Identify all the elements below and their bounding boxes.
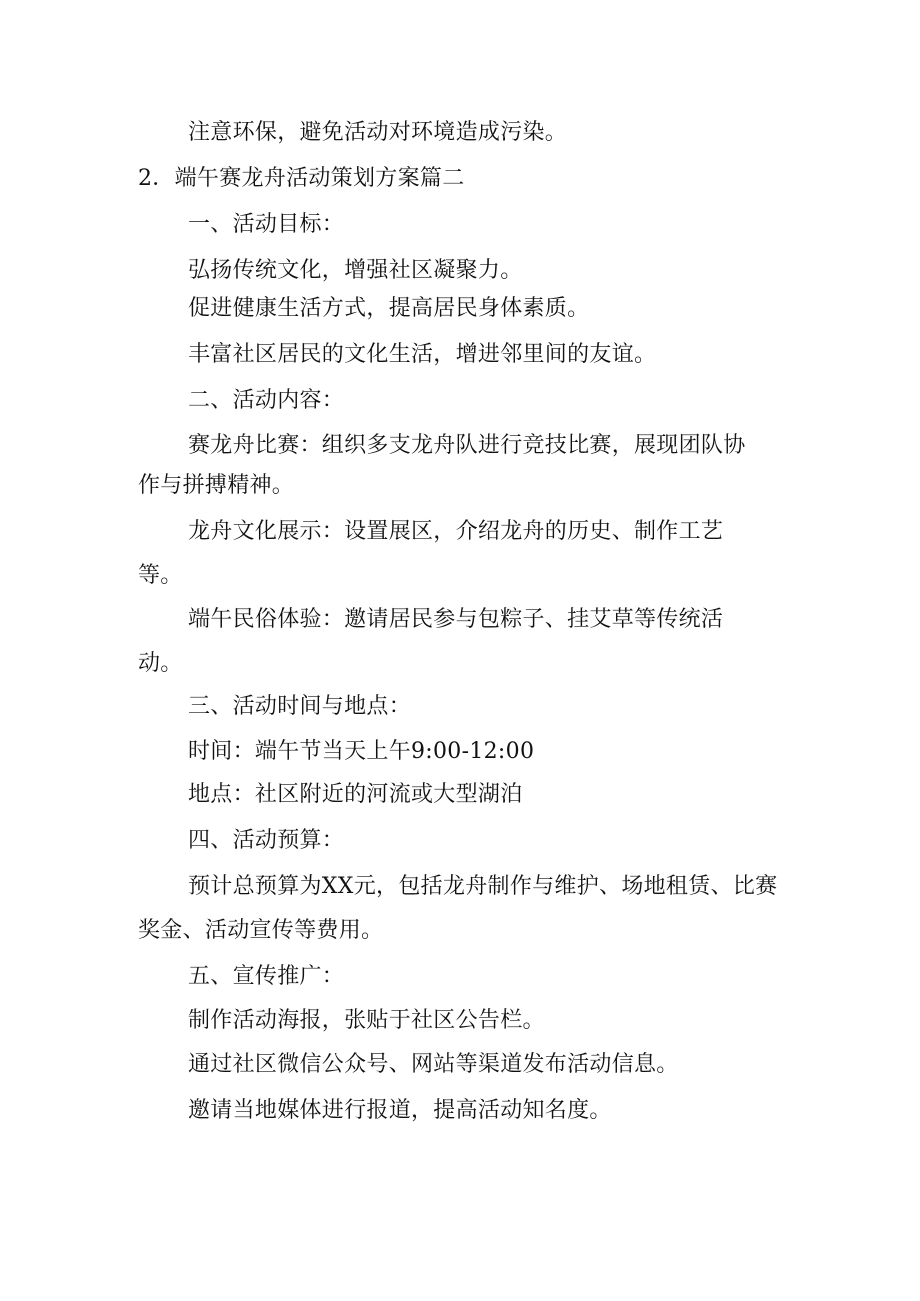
paragraph-content-customs-2: 动。 <box>138 651 183 676</box>
paragraph-place: 地点：社区附近的河流或大型湖泊 <box>188 782 523 807</box>
section-heading-plan-two: 2．端午赛龙舟活动策划方案篇二 <box>138 166 465 191</box>
paragraph-budget-1: 预计总预算为XX元，包括龙舟制作与维护、场地租赁、比赛 <box>188 874 778 899</box>
paragraph-content-culture-2: 等。 <box>138 563 183 588</box>
heading-budget: 四、活动预算： <box>188 828 345 853</box>
paragraph-goal-3: 丰富社区居民的文化生活，增进邻里间的友谊。 <box>188 342 657 367</box>
paragraph-content-culture-1: 龙舟文化展示：设置展区，介绍龙舟的历史、制作工艺 <box>188 519 724 544</box>
paragraph-budget-2: 奖金、活动宣传等费用。 <box>138 918 384 943</box>
paragraph-goal-2: 促进健康生活方式，提高居民身体素质。 <box>188 296 590 321</box>
paragraph-environment-note: 注意环保，避免活动对环境造成污染。 <box>188 120 568 145</box>
heading-promotion: 五、宣传推广： <box>188 964 345 989</box>
paragraph-content-customs-1: 端午民俗体验：邀请居民参与包粽子、挂艾草等传统活 <box>188 607 724 632</box>
paragraph-promotion-3: 邀请当地媒体进行报道，提高活动知名度。 <box>188 1098 612 1123</box>
heading-activity-goals: 一、活动目标： <box>188 212 345 237</box>
paragraph-content-race-2: 作与拼搏精神。 <box>138 473 295 498</box>
paragraph-content-race-1: 赛龙舟比赛：组织多支龙舟队进行竞技比赛，展现团队协 <box>188 433 746 458</box>
heading-time-place: 三、活动时间与地点： <box>188 694 412 719</box>
paragraph-promotion-2: 通过社区微信公众号、网站等渠道发布活动信息。 <box>188 1052 679 1077</box>
paragraph-time: 时间：端午节当天上午9:00-12:00 <box>188 739 535 764</box>
paragraph-promotion-1: 制作活动海报，张贴于社区公告栏。 <box>188 1008 545 1033</box>
paragraph-goal-1: 弘扬传统文化，增强社区凝聚力。 <box>188 258 523 283</box>
heading-activity-content: 二、活动内容： <box>188 388 345 413</box>
